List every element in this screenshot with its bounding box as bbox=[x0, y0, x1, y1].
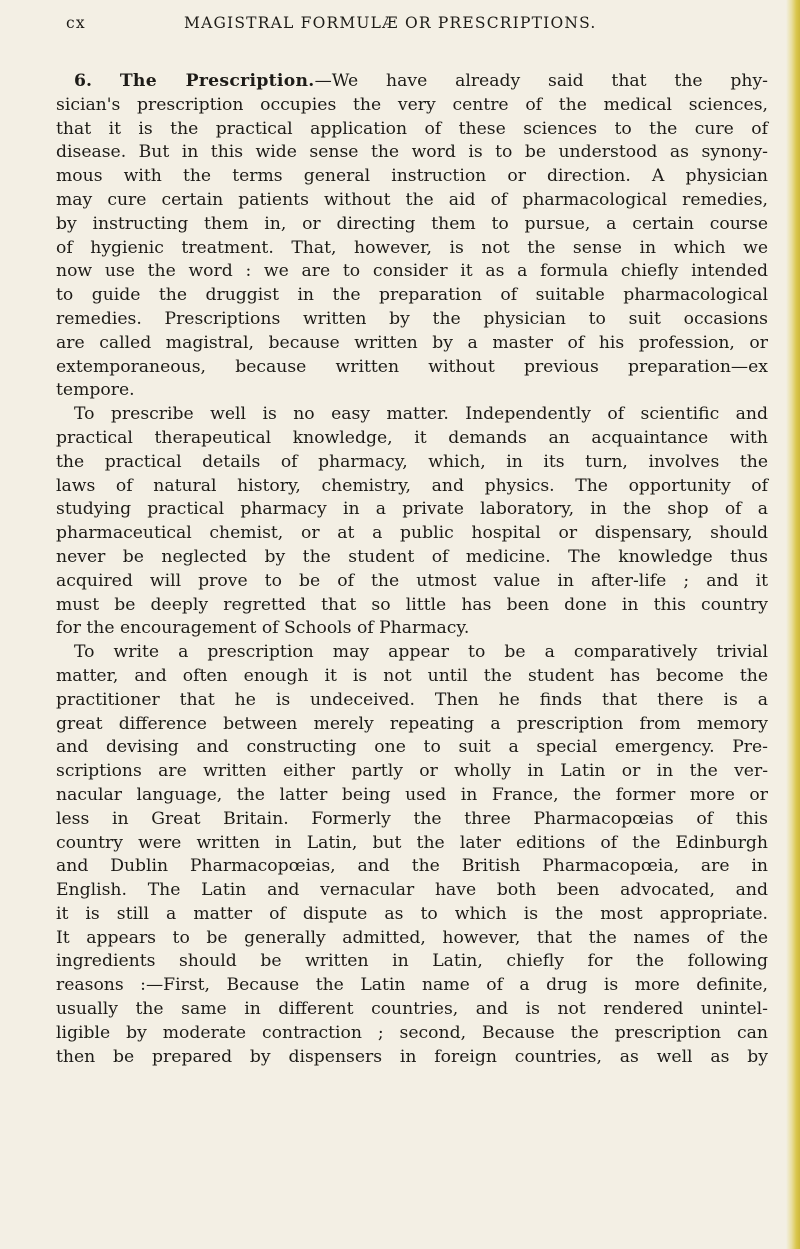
page-header bbox=[66, 14, 766, 38]
page-edge bbox=[786, 0, 800, 1249]
text-line: extemporaneous, because written without previous preparation—ex bbox=[56, 356, 768, 377]
text-line: scriptions are written either partly or wholly in Latin or in the ver- bbox=[56, 761, 768, 782]
text-line: by instructing them in, or directing them to pursue, a certain course bbox=[56, 213, 768, 234]
text-line: acquired will prove to be of the utmost value in after-life ; and it bbox=[56, 570, 768, 591]
text-line: pharmaceutical chemist, or at a public hospital or dispensary, should bbox=[56, 523, 768, 544]
text-line: tempore. bbox=[56, 380, 135, 401]
text-line: 6. The Prescription.—We have already said that the phy- bbox=[74, 71, 768, 91]
text-line: disease. But in this wide sense the word is to be understood as synony- bbox=[56, 142, 768, 163]
section-number: 6. bbox=[74, 71, 92, 91]
text-line: To write a prescription may appear to be a comparatively trivial bbox=[74, 642, 768, 663]
text-line: remedies. Prescriptions written by the physician to suit occasions bbox=[56, 308, 768, 329]
text-line: must be deeply regretted that so little has been done in this country bbox=[56, 594, 768, 615]
text-line: studying practical pharmacy in a private laboratory, in the shop of a bbox=[56, 499, 768, 520]
text-line: then be prepared by dispensers in foreign countries, as well as by bbox=[56, 1046, 768, 1067]
text-line: of hygienic treatment. That, however, is not the sense in which we bbox=[56, 237, 768, 258]
text-line: the practical details of pharmacy, which, in its turn, involves the bbox=[56, 451, 768, 472]
text-line: practitioner that he is undeceived. Then he finds that there is a bbox=[56, 689, 768, 710]
text-line: mous with the terms general instruction or direction. A physician bbox=[56, 166, 768, 187]
text-line: and devising and constructing one to suit a special emergency. Pre- bbox=[56, 737, 768, 758]
running-title: MAGISTRAL FORMULÆ OR PRESCRIPTIONS. bbox=[184, 14, 597, 32]
text-line: country were written in Latin, but the later editions of the Edinburgh bbox=[56, 832, 768, 853]
text-line: reasons :—First, Because the Latin name of a drug is more definite, bbox=[56, 975, 768, 996]
text-line: never be neglected by the student of medicine. The knowledge thus bbox=[56, 546, 768, 567]
body-text bbox=[56, 70, 768, 1069]
text-line: it is still a matter of dispute as to which is the most appropriate. bbox=[56, 903, 768, 924]
text-line: that it is the practical application of these sciences to the cure of bbox=[56, 118, 768, 139]
text-line: It appears to be generally admitted, however, that the names of the bbox=[56, 927, 768, 948]
text-line: ingredients should be written in Latin, chiefly for the following bbox=[56, 951, 768, 972]
text-line: and Dublin Pharmacopœias, and the British Pharmacopœia, are in bbox=[56, 856, 768, 877]
text-line: sician's prescription occupies the very centre of the medical sciences, bbox=[56, 94, 768, 115]
text-line: nacular language, the latter being used in France, the former more or bbox=[56, 784, 768, 805]
text-line: for the encouragement of Schools of Pharmacy. bbox=[56, 618, 470, 639]
section-heading: The Prescription. bbox=[119, 71, 315, 91]
page-number: cx bbox=[66, 14, 86, 32]
text-line: less in Great Britain. Formerly the three Pharmacopœias of this bbox=[56, 808, 768, 829]
text-line: great difference between merely repeating a prescription from memory bbox=[56, 713, 768, 734]
text-line: to guide the druggist in the preparation of suitable pharmacological bbox=[56, 285, 768, 306]
text-line: laws of natural history, chemistry, and physics. The opportunity of bbox=[56, 475, 768, 496]
text-line: ligible by moderate contraction ; second, Because the prescription can bbox=[56, 1022, 768, 1043]
text-line: may cure certain patients without the aid of pharmacological remedies, bbox=[56, 189, 768, 210]
text-line: are called magistral, because written by a master of his profession, or bbox=[56, 332, 768, 353]
text-line: To prescribe well is no easy matter. Independently of scientific and bbox=[74, 404, 768, 425]
text-line: practical therapeutical knowledge, it demands an acquaintance with bbox=[56, 427, 768, 448]
text-line: usually the same in different countries, and is not rendered unintel- bbox=[56, 999, 768, 1020]
text-line: matter, and often enough it is not until the student has become the bbox=[56, 665, 768, 686]
text-line: English. The Latin and vernacular have both been advocated, and bbox=[56, 880, 768, 901]
text-line: now use the word : we are to consider it as a formula chiefly intended bbox=[56, 261, 768, 282]
